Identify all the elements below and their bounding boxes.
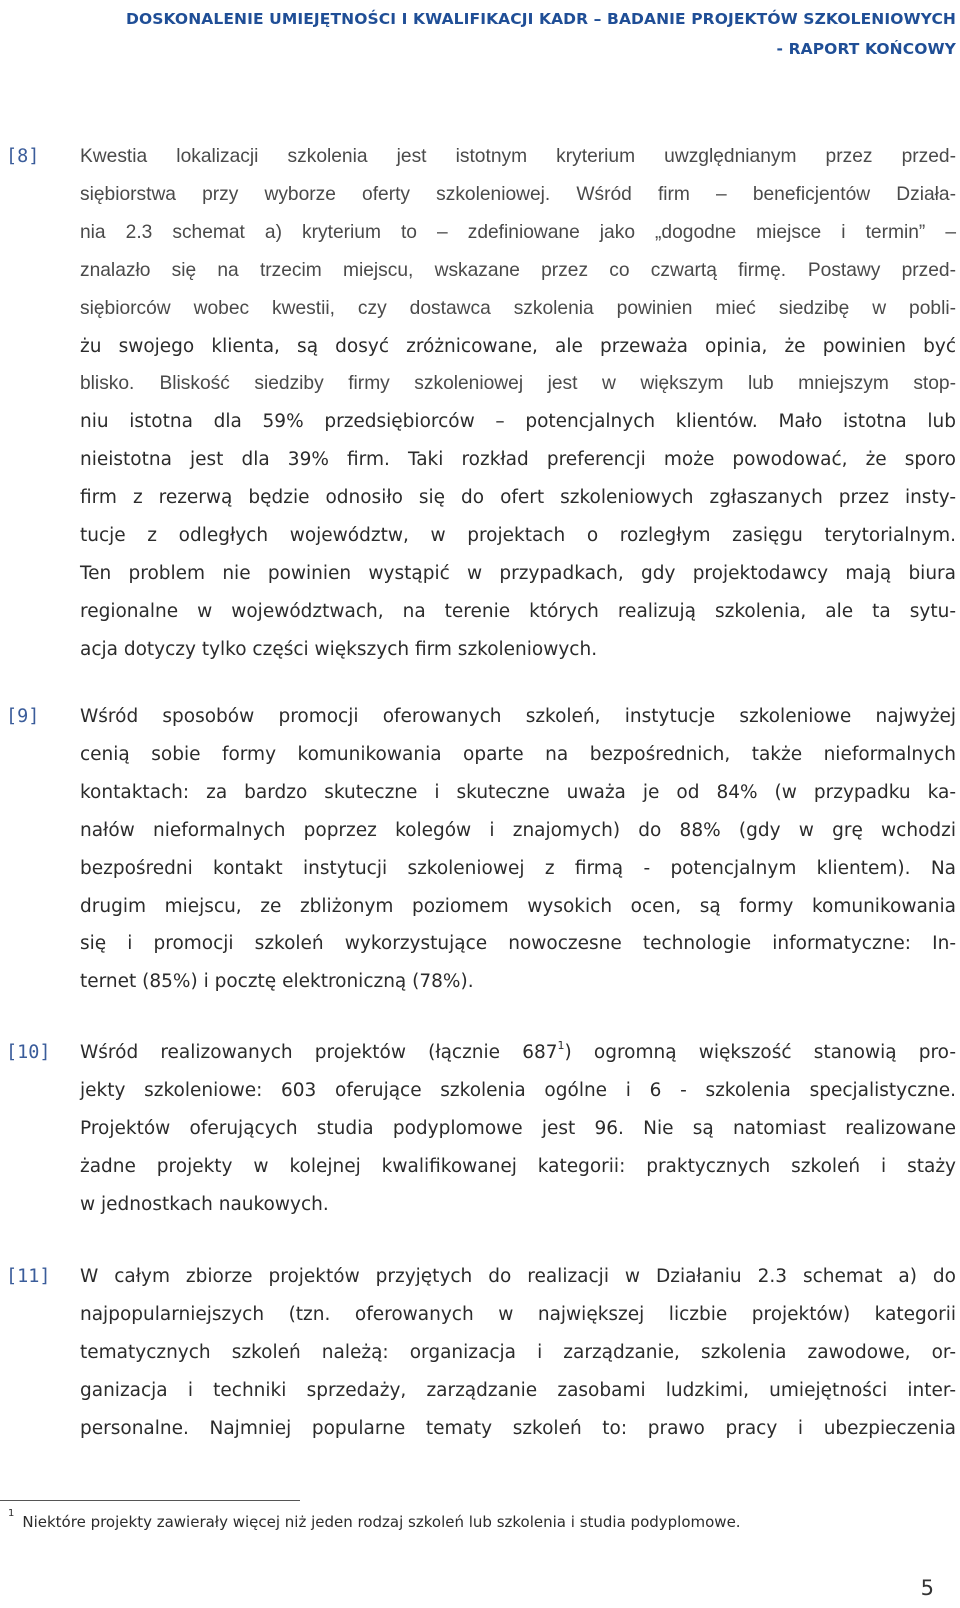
paragraph-text xyxy=(80,1258,956,1448)
header-title: DOSKONALENIE UMIEJĘTNOŚCI I KWALIFIKACJI KADR – BADANIE PROJEKTÓW SZKOLENIOWYCH xyxy=(126,10,956,28)
footnote xyxy=(8,1508,741,1531)
text-line: drugim miejscu, ze zbliżonym poziomem wysokich ocen, są formy komunikowania xyxy=(80,895,956,917)
text-line: tucje z odległych województw, w projektach o rozległym zasięgu terytorialnym. xyxy=(80,525,956,547)
footnote-marker: 1 xyxy=(8,1508,15,1519)
text-line: niu istotna dla 59% przedsiębiorców – potencjalnych klientów. Mało istotna lub xyxy=(80,411,956,433)
text-line: personalne. Najmniej popularne tematy szkoleń to: prawo pracy i ubezpieczenia xyxy=(80,1417,956,1439)
text-line: się i promocji szkoleń wykorzystujące nowoczesne technologie informatyczne: In- xyxy=(80,933,956,955)
text-line: nieistotna jest dla 39% firm. Taki rozkład preferencji może powodować, że sporo xyxy=(80,449,956,471)
text-line: Wśród realizowanych projektów (łącznie $687^1$) ogromną większość stanowią pro- xyxy=(80,1038,956,1063)
text-line: ganizacja i techniki sprzedaży, zarządzanie zasobami ludzkimi, umiejętności inter- xyxy=(80,1379,956,1401)
footnote-text: Niektóre projekty zawierały więcej niż jeden rodzaj szkoleń lub szkolenia i studia podyplomowe. xyxy=(22,1513,741,1531)
text-line: żadne projekty w kolejnej kwalifikowanej kategorii: praktycznych szkoleń i staży xyxy=(80,1155,956,1177)
text-line: w jednostkach naukowych. xyxy=(80,1193,329,1215)
text-line: siębiorców wobec kwestii, czy dostawca szkolenia powinien mieć siedzibę w pobli- xyxy=(80,297,956,319)
text-line: regionalne w województwach, na terenie których realizują szkolenia, ale ta sytu- xyxy=(80,600,956,622)
item-number: [10] xyxy=(6,1042,51,1063)
text-line: ternet (85%) i pocztę elektroniczną (78%). xyxy=(80,971,474,993)
text-line: Kwestia lokalizacji szkolenia jest istotnym kryterium uwzględnianym przez przed- xyxy=(80,146,956,167)
page-number: 5 xyxy=(920,1576,934,1600)
text-line: siębiorstwa przy wyborze oferty szkoleniowej. Wśród firm – beneficjentów Działa- xyxy=(80,183,956,205)
item-number: [8] xyxy=(6,146,40,167)
paragraph-text xyxy=(80,698,956,1001)
footnote-divider xyxy=(0,1500,300,1501)
text-line: Wśród sposobów promocji oferowanych szkoleń, instytucje szkoleniowe najwyżej xyxy=(80,706,956,727)
text-line: blisko. Bliskość siedziby firmy szkoleniowej jest w większym lub mniejszym stop- xyxy=(80,373,956,395)
item-number: [11] xyxy=(6,1266,51,1287)
text-line: nałów nieformalnych poprzez kolegów i znajomych) do 88% (gdy w grę wchodzi xyxy=(80,819,956,841)
text-line: jekty szkoleniowe: 603 oferujące szkolenia ogólne i 6 - szkolenia specjalistyczne. xyxy=(80,1079,956,1101)
text-line: najpopularniejszych (tzn. oferowanych w największej liczbie projektów) kategorii xyxy=(80,1303,956,1325)
text-line: Projektów oferujących studia podyplomowe jest 96. Nie są natomiast realizowane xyxy=(80,1117,956,1139)
text-line: znalazło się na trzecim miejscu, wskazane przez co czwartą firmę. Postawy przed- xyxy=(80,259,956,281)
text-line: żu swojego klienta, są dosyć zróżnicowane, ale przeważa opinia, że powinien być xyxy=(80,335,956,357)
text-line: firm z rezerwą będzie odnosiło się do ofert szkoleniowych zgłaszanych przez insty- xyxy=(80,487,956,509)
footnote-ref: 1 xyxy=(557,1038,565,1052)
text-line: tematycznych szkoleń należą: organizacja i zarządzanie, szkolenia zawodowe, or- xyxy=(80,1341,956,1363)
header-subtitle: - RAPORT KOŃCOWY xyxy=(776,40,956,58)
paragraph-text xyxy=(80,1034,956,1224)
text-line: W całym zbiorze projektów przyjętych do realizacji w Działaniu 2.3 schemat a) do xyxy=(80,1266,956,1287)
item-number: [9] xyxy=(6,706,40,727)
paragraph-text xyxy=(80,138,956,669)
text-line: bezpośredni kontakt instytucji szkoleniowej z firmą - potencjalnym klientem). Na xyxy=(80,857,956,879)
text-line: nia 2.3 schemat a) kryterium to – zdefiniowane jako „dogodne miejsce i termin” – xyxy=(80,221,956,243)
text-line: Ten problem nie powinien wystąpić w przypadkach, gdy projektodawcy mają biura xyxy=(80,562,956,584)
text-line: kontaktach: za bardzo skuteczne i skuteczne uważa je od 84% (w przypadku ka- xyxy=(80,781,956,803)
running-header xyxy=(0,4,956,64)
text-line: cenią sobie formy komunikowania oparte na bezpośrednich, także nieformalnych xyxy=(80,743,956,765)
text-line: acja dotyczy tylko części większych firm szkoleniowych. xyxy=(80,638,598,660)
